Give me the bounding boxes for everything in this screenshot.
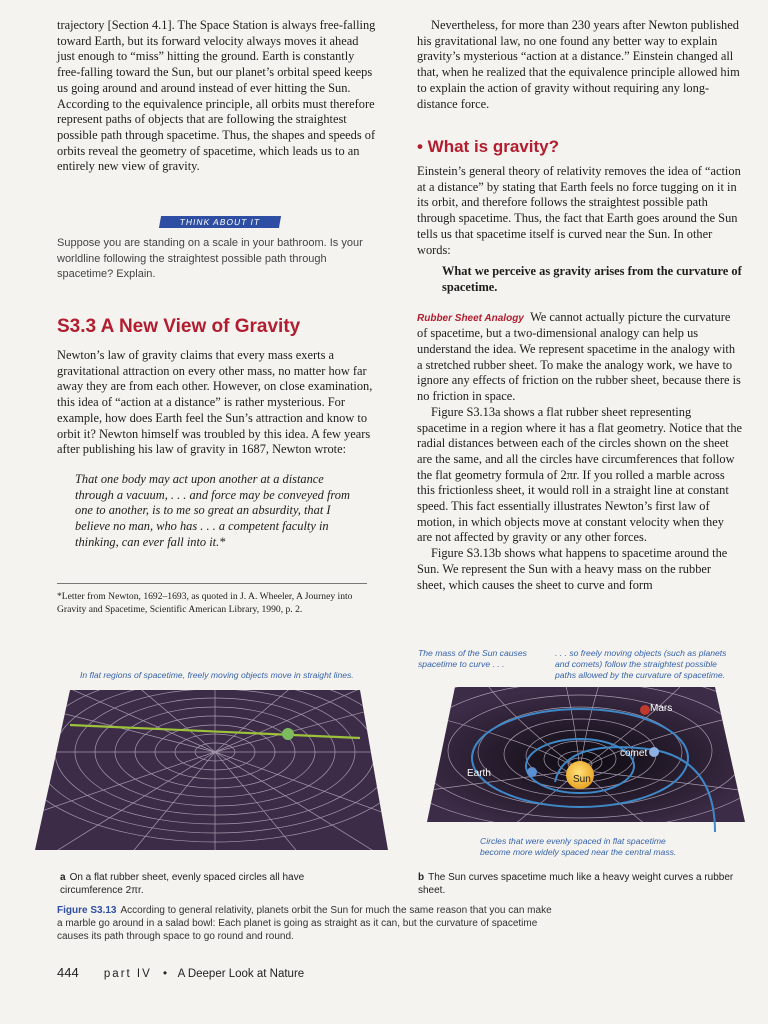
footnote: *Letter from Newton, 1692–1693, as quoted in J. A. Wheeler, A Journey into Gravity and Spacetime, Scientific American Library, 1990, p. 2. (57, 591, 353, 615)
intro-paragraph: trajectory [Section 4.1]. The Space Station is always free-falling toward Earth, but its forward velocity always moves it ahead just enough to “miss” hitting the ground. Earth is constantly free-falling toward the Sun, but our planet’s orbital speed keeps us going around and around instead of ever hitting the Sun. According to the equivalence principle, all orbits must therefore represent paths of objects that are following the straightest possible path through spacetime. Thus, the shapes and speeds of orbits reveal the geometry of spacetime, which leads us to an entirely new view of gravity. (57, 18, 376, 174)
marble-ball (282, 728, 294, 740)
figure-b-label-left: The mass of the Sun causes spacetime to curve . . . (418, 648, 527, 669)
subheading: • What is gravity? (417, 137, 559, 156)
think-about-it-text: Suppose you are standing on a scale in your bathroom. Is your worldline following the straightest possible path through spacetime? Explain. (57, 237, 363, 280)
flat-sheet-paragraph: Figure S3.13a shows a flat rubber sheet representing spacetime in a region where it has a flat geometry. Notice that the radial distances between each of the circles shown on the sheet are the same, and all the circles have circumferences that follow the flat geometry formula of 2πr. If you rolled a marble across this frictionless sheet, it would roll in a straight line at constant speed. This fact essentially illustrates Newton’s first law of motion, in which objects move at constant velocity when they are not affected by gravity or any other forces. (417, 404, 743, 545)
curved-rubber-sheet-figure (415, 682, 755, 832)
caption-a (60, 871, 360, 897)
figure-b-label-right: . . . so freely moving objects (such as planets and comets) follow the straightest possible paths allowed by the curvature of spacetime. (555, 648, 727, 680)
mars-label: Mars (650, 703, 673, 714)
figure-caption (57, 904, 557, 943)
sun-label: Sun (573, 774, 591, 785)
flat-rubber-sheet-figure (30, 680, 390, 855)
nevertheless-paragraph: Nevertheless, for more than 230 years after Newton published his gravitational law, no one found any better way to explain gravity’s mysterious “action at a distance.” Einstein changed all that, when he realized that the equivalence principle allowed him to explain the action of gravity without requiring any long-distance force. (417, 18, 740, 111)
page-number: 444 (57, 965, 79, 980)
rubber-sheet-paragraph (417, 310, 742, 405)
left-column (57, 18, 377, 175)
sun-sheet-paragraph: Figure S3.13b shows what happens to spacetime around the Sun. We represent the Sun with a heavy mass on the rubber sheet, which causes the sheet to curve and form (417, 546, 728, 592)
figure-caption-text: According to general relativity, planets orbit the Sun for much the same reason that you can make a marble go around in a salad bowl: Each planet is going as straight as it can, but the curvature of spacetime causes its path through space to go round and round. (57, 905, 552, 942)
caption-a-text: On a flat rubber sheet, evenly spaced circles all have circumference 2πr. (60, 872, 305, 896)
caption-b-text: The Sun curves spacetime much like a heavy weight curves a rubber sheet. (418, 872, 734, 896)
part-label: part IV (103, 968, 152, 980)
figure-a-label: In flat regions of spacetime, freely moving objects move in straight lines. (80, 670, 354, 680)
caption-b-letter: b (418, 872, 425, 883)
think-about-it-badge: THINK ABOUT IT (159, 216, 281, 228)
figure-b-label-bottom: Circles that were evenly spaced in flat spacetime become more widely spaced near the central mass. (480, 836, 677, 857)
figure-number: Figure S3.13 (57, 905, 117, 916)
comet-ball (649, 747, 659, 757)
earth-label: Earth (467, 768, 491, 779)
einstein-paragraph: Einstein’s general theory of relativity removes the idea of “action at a distance” by stating that Earth feels no force tugging on it in its orbit, and therefore follows the straightest possible path through spacetime. Thus, the fact that Earth goes around the Sun tells us that spacetime itself is curved near the Sun. In other words: (417, 164, 741, 257)
right-column (417, 18, 742, 112)
rubber-sheet-text: We cannot actually picture the curvature of spacetime, but a two-dimensional analogy can help us understand the idea. We represent spacetime in the analogy with a stretched rubber sheet. To make the analogy work, we have to ignore any effects of friction on the rubber sheet, because there is no friction in space. (417, 309, 741, 404)
right-body (417, 164, 742, 593)
newton-quote: That one body may act upon another at a distance through a vacuum, . . . and force may be conveyed from one to another, is to me so great an absurdity, that I believe no man, who has . . . a competent faculty in thinking, can ever fall into it.* (75, 471, 350, 549)
section-heading: S3.3 A New View of Gravity (57, 316, 301, 337)
rubber-sheet-runin: Rubber Sheet Analogy (417, 312, 524, 324)
left-body (57, 348, 375, 550)
footer-bullet: • (163, 968, 168, 980)
newton-paragraph: Newton’s law of gravity claims that every mass exerts a gravitational attraction on every other mass, no matter how far away they are from each other. However, on close examination, this idea of “action at a distance” is rather mysterious. For example, how does Earth feel the Sun’s attraction and know to orbit it? Newton himself was troubled by this idea. A few years after publishing his law of gravity in 1687, Newton wrote: (57, 348, 373, 457)
comet-label: comet (620, 748, 648, 759)
page-footer (57, 965, 304, 980)
caption-a-letter: a (60, 872, 66, 883)
earth-ball (527, 767, 537, 777)
emphasis-statement: What we perceive as gravity arises from the curvature of spacetime. (442, 264, 742, 294)
caption-b (418, 871, 738, 897)
mars-ball (640, 705, 650, 715)
footnote-rule (57, 583, 367, 584)
part-title: A Deeper Look at Nature (177, 968, 305, 980)
